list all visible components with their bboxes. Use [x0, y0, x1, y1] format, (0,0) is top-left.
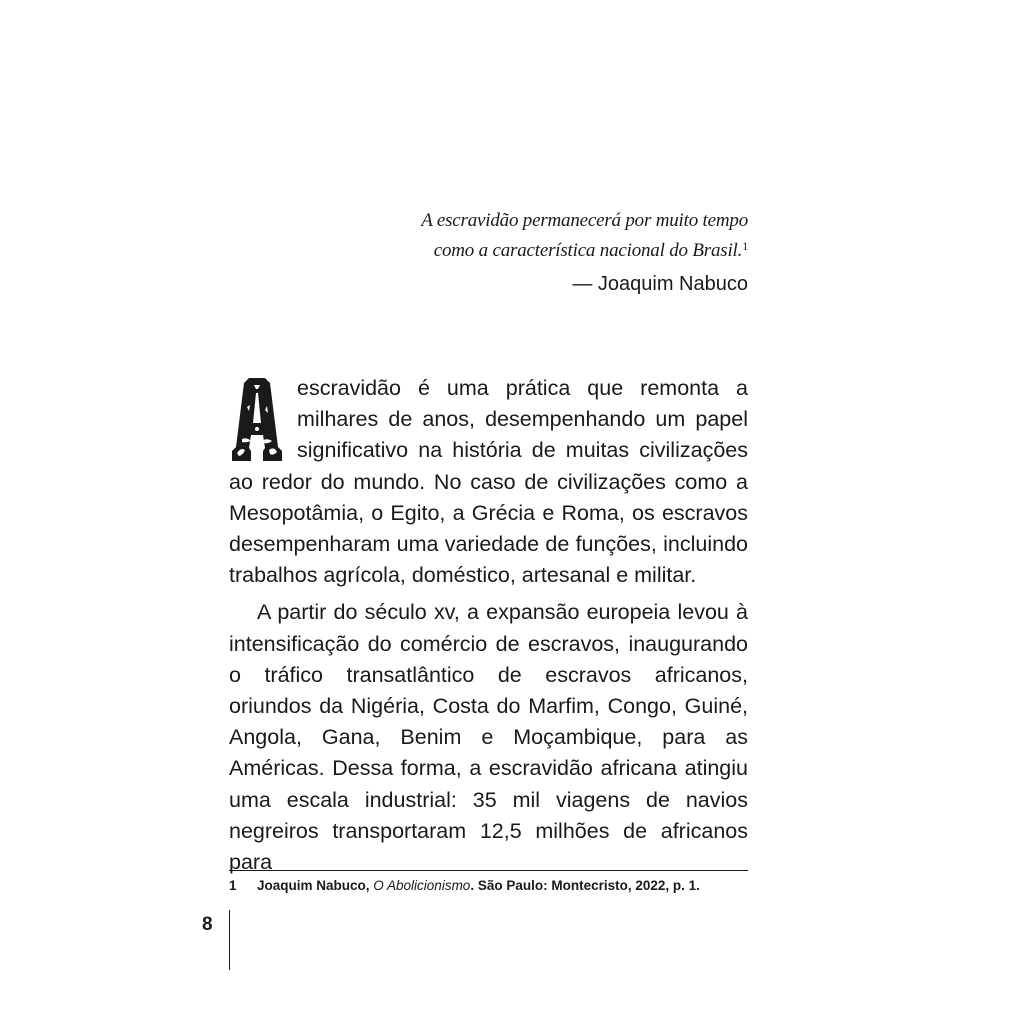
epigraph — [300, 206, 748, 300]
paragraph-2: A partir do século xv, a expansão europeia levou à intensificação do comércio de escravos, inaugurando o tráfico transatlântico de escravos africanos, oriundos da Nigéria, Costa do Marfim, Congo, Guiné, Angola, Gana, Benim e Moçambique, para as Américas. Dessa forma, a escravidão africana atingiu uma escala industrial: 35 mil viagens de navios negreiros transportaram 12,5 milhões de africanos para — [229, 600, 748, 875]
epigraph-author: — Joaquim Nabuco — [572, 273, 748, 295]
epigraph-line-1: A escravidão permanecerá por muito tempo — [421, 210, 748, 231]
paragraph-1-text: escravidão é uma prática que remonta a milhares de anos, desempenhando um papel significativo na história de muitas civilizações ao redor do mundo. No caso de civilizações como a Mesopotâmia, o Egito, a Grécia e Roma, os escravos desempenharam uma variedade de funções, incluindo trabalhos agrícola, doméstico, artesanal e militar. — [229, 376, 748, 588]
body-text — [229, 373, 748, 884]
footnote-rest: . São Paulo: Montecristo, 2022, p. 1. — [470, 878, 700, 893]
page-number: 8 — [202, 914, 213, 935]
page-number-rule — [229, 910, 230, 970]
epigraph-footnote-ref[interactable]: 1 — [742, 239, 748, 253]
footnote-divider — [229, 870, 748, 871]
epigraph-line-2: como a característica nacional do Brasil.$^1$ — [433, 239, 748, 261]
paragraph-1 — [229, 373, 748, 591]
footnote — [229, 875, 769, 897]
footnote-title: O Abolicionismo — [373, 878, 471, 893]
footnote-number: 1 — [229, 878, 237, 893]
drop-cap-woodcut-icon — [229, 377, 285, 463]
drop-cap — [229, 377, 285, 463]
footnote-author: Joaquim Nabuco, — [257, 878, 370, 893]
